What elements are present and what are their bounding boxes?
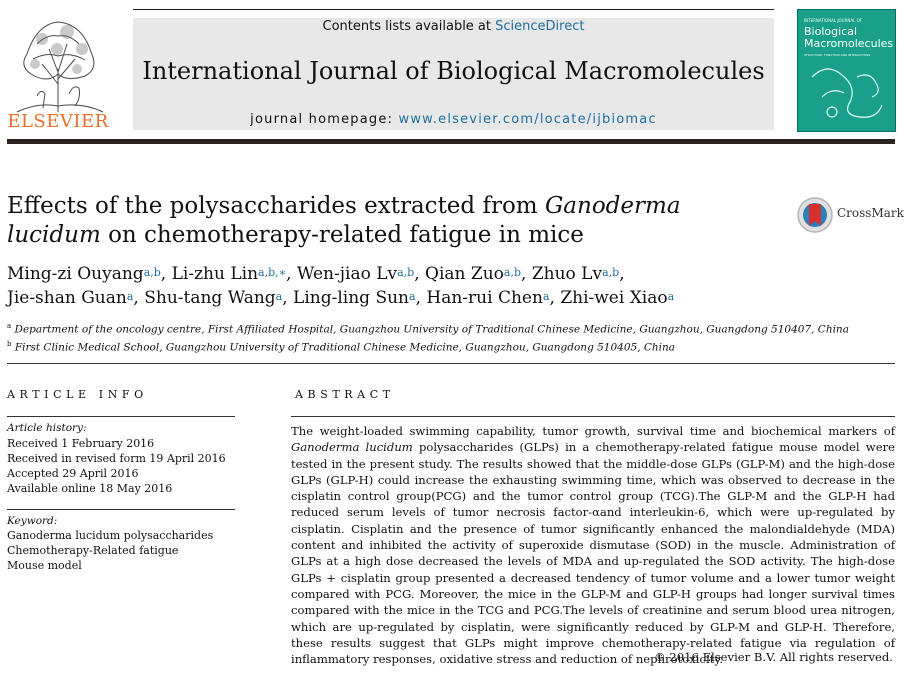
keyword-item[interactable]: Mouse model [7,559,82,572]
cover-inner [802,14,894,127]
copyright-notice: © 2016 Elsevier B.V. All rights reserved. [654,650,893,664]
elsevier-tree-icon [7,14,109,114]
elsevier-wordmark: ELSEVIER [7,111,109,132]
affiliations [7,319,887,354]
affiliation-divider [7,363,895,364]
cover-subtitle: STRUCTURE, FUNCTION AND INTERACTIONS [804,53,871,57]
journal-cover[interactable] [797,9,896,132]
author[interactable]: Li-zhu Lin$^{a,b,∗}$, [171,264,297,284]
homepage-link[interactable]: www.elsevier.com/locate/ijbiomac [398,112,657,127]
keyword-label: Keyword: [7,515,58,527]
crossmark-label: CrossMark [837,206,904,220]
keyword-list [7,528,213,573]
author-list [7,262,887,310]
author[interactable]: Qian Zuo$^{a,b}$, [425,264,532,284]
history-item: Received in revised form 19 April 2016 [7,452,226,465]
sciencedirect-link[interactable]: ScienceDirect [495,19,585,34]
title-part1: Effects of the polysaccharides extracted from [7,193,545,219]
cover-small-text: INTERNATIONAL JOURNAL OF [804,18,863,23]
history-item: Accepted 29 April 2016 [7,467,139,480]
keyword-item[interactable]: Ganoderma lucidum polysaccharides [7,529,214,542]
author[interactable]: Wen-jiao Lv$^{a,b}$, [296,264,426,284]
author[interactable]: Zhi-wei Xiao$^a$ [560,288,675,308]
cover-title [804,26,893,50]
author[interactable]: Shu-tang Wang$^a$, [144,288,294,308]
abstract-rule [291,416,895,417]
journal-header-band [133,18,774,130]
keywords-rule [7,509,235,510]
affiliation-item: $^a$ Department of the oncology centre, First Affiliated Hospital, Guangzhou University of Traditional Chinese Medicine, Guangzhou, Guangdong 510407, China [7,322,849,336]
paper-title [7,192,777,250]
article-history [7,436,226,496]
cover-molecule-icon [802,57,891,127]
abstract-text: The weight-loaded swimming capability, tumor growth, survival time and biochemical markers of Ganoderma lucidum polysaccharides (GLPs) in a chemotherapy-related fatigue mouse model were tested in the present study. The results showed that the middle-dose GLPs (GLP-M) and the high-dose GLPs (GLP-H) could increase the exhausting swimming time, which was observed to decrease in the cisplatin control group(PCG) and the tumor control group (TCG).The GLP-M and the GLP-H had reduced serum levels of tumor necrosis factor-αand interleukin-6, which were up-regulated by cisplatin. Cisplatin and the presence of tumor significantly enhanced the malondialdehyde (MDA) content and inhibited the activity of superoxide dismutase (SOD) in the muscle. Administration of GLPs at a high dose decreased the levels of MDA and up-regulated the SOD activity. The high-dose GLPs + cisplatin group presented a decreased tendency of tumor volume and a lower tumor weight compared with PCG. Moreover, the mice in the GLP-M and GLP-H groups had longer survival times compared with the mice in the TCG and PCG.The levels of creatinine and serum blood urea nitrogen, which are up-regulated by cisplatin, were significantly reduced by GLP-M and GLP-H. Therefore, these results suggest that GLPs might improve chemotherapy-related fatigue via regulation of inflammatory responses, oxidative stress and reduction of nephrotoxicity. [291,424,895,667]
article-info-rule [7,416,235,417]
history-item: Received 1 February 2016 [7,437,155,450]
history-item: Available online 18 May 2016 [7,482,173,495]
journal-title: International Journal of Biological Macromolecules [142,57,765,85]
author[interactable]: Ming-zi Ouyang$^{a,b}$, [7,264,172,284]
crossmark-icon [796,196,834,234]
author[interactable]: Jie-shan Guan$^a$, [7,288,145,308]
author[interactable]: Zhuo Lv$^{a,b}$, [531,264,625,284]
homepage-prefix: journal homepage: [250,112,399,127]
cover-title-line2: Macromolecules [804,37,894,50]
history-label: Article history: [7,422,87,434]
abstract-heading: ABSTRACT [295,388,395,401]
author[interactable]: Ling-ling Sun$^a$, [293,288,427,308]
keyword-item[interactable]: Chemotherapy-Related fatigue [7,544,179,557]
affiliation-item: $^b$ First Clinic Medical School, Guangzhou University of Traditional Chinese Medicine, Guangzhou, Guangdong 510405, China [7,339,676,353]
contents-prefix: Contents lists available at [322,19,496,34]
title-italic: Ganoderma lucidum [7,193,681,248]
header-top-rule [133,9,774,10]
elsevier-logo[interactable] [7,14,109,131]
article-info-heading: ARTICLE INFO [7,388,148,401]
crossmark-badge[interactable] [796,196,904,234]
cover-title-line1: Biological [804,25,858,38]
title-part2: on chemotherapy-related fatigue in mice [100,222,584,248]
author[interactable]: Han-rui Chen$^a$, [426,288,561,308]
journal-homepage [133,111,774,129]
header-divider [7,139,895,144]
contents-line [133,18,774,36]
